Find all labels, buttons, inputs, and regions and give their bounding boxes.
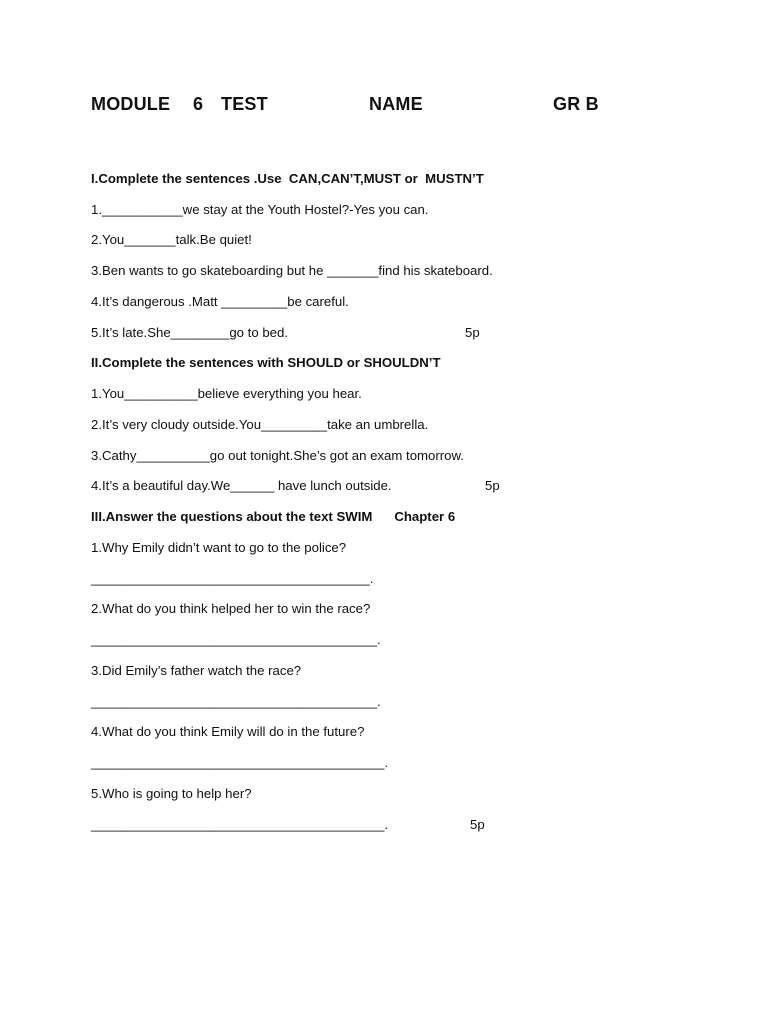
section-3-answer-line-5: ________________________________________.	[91, 817, 389, 832]
section-1-points: 5p	[465, 325, 480, 340]
section-2-points: 5p	[485, 478, 500, 493]
group-label: GR B	[553, 94, 599, 114]
section-1-item-5: 5.It’s late.She________go to bed.	[91, 325, 289, 340]
section-3-question-1: 1.Why Emily didn’t want to go to the police?	[91, 540, 347, 555]
section-1-heading: I.Complete the sentences .Use CAN,CAN’T,MUST or MUSTN’T	[91, 171, 484, 186]
section-1-item-2: 2.You_______talk.Be quiet!	[91, 232, 252, 247]
section-2-item-3: 3.Cathy__________go out tonight.She’s got an exam tomorrow.	[91, 448, 464, 463]
module-number: 6	[193, 94, 204, 114]
module-label: MODULE	[91, 94, 171, 114]
test-label: TEST	[221, 94, 268, 114]
section-1-item-1: 1.___________we stay at the Youth Hostel?-Yes you can.	[91, 202, 429, 217]
section-2-heading: II.Complete the sentences with SHOULD or SHOULDN’T	[91, 355, 441, 370]
section-3-answer-line-4: ________________________________________.	[91, 755, 389, 770]
section-3-question-5: 5.Who is going to help her?	[91, 786, 252, 801]
section-3-points: 5p	[470, 817, 485, 832]
section-3-answer-line-1: ______________________________________.	[91, 571, 374, 586]
section-2-item-4: 4.It’s a beautiful day.We______ have lunch outside.	[91, 478, 392, 493]
section-3-heading: III.Answer the questions about the text SWIM Chapter 6	[91, 509, 456, 524]
section-2-item-2: 2.It’s very cloudy outside.You_________take an umbrella.	[91, 417, 429, 432]
name-label: NAME	[369, 94, 423, 114]
section-3-answer-line-2: _______________________________________.	[91, 632, 381, 647]
section-3-question-2: 2.What do you think helped her to win the race?	[91, 601, 371, 616]
section-3-question-3: 3.Did Emily’s father watch the race?	[91, 663, 302, 678]
title-row	[91, 94, 651, 120]
section-1-item-4: 4.It’s dangerous .Matt _________be careful.	[91, 294, 349, 309]
section-1-item-3: 3.Ben wants to go skateboarding but he _______find his skateboard.	[91, 263, 493, 278]
section-2-item-1: 1.You__________believe everything you hear.	[91, 386, 362, 401]
section-3-answer-line-3: _______________________________________.	[91, 694, 381, 709]
section-3-question-4: 4.What do you think Emily will do in the future?	[91, 724, 365, 739]
